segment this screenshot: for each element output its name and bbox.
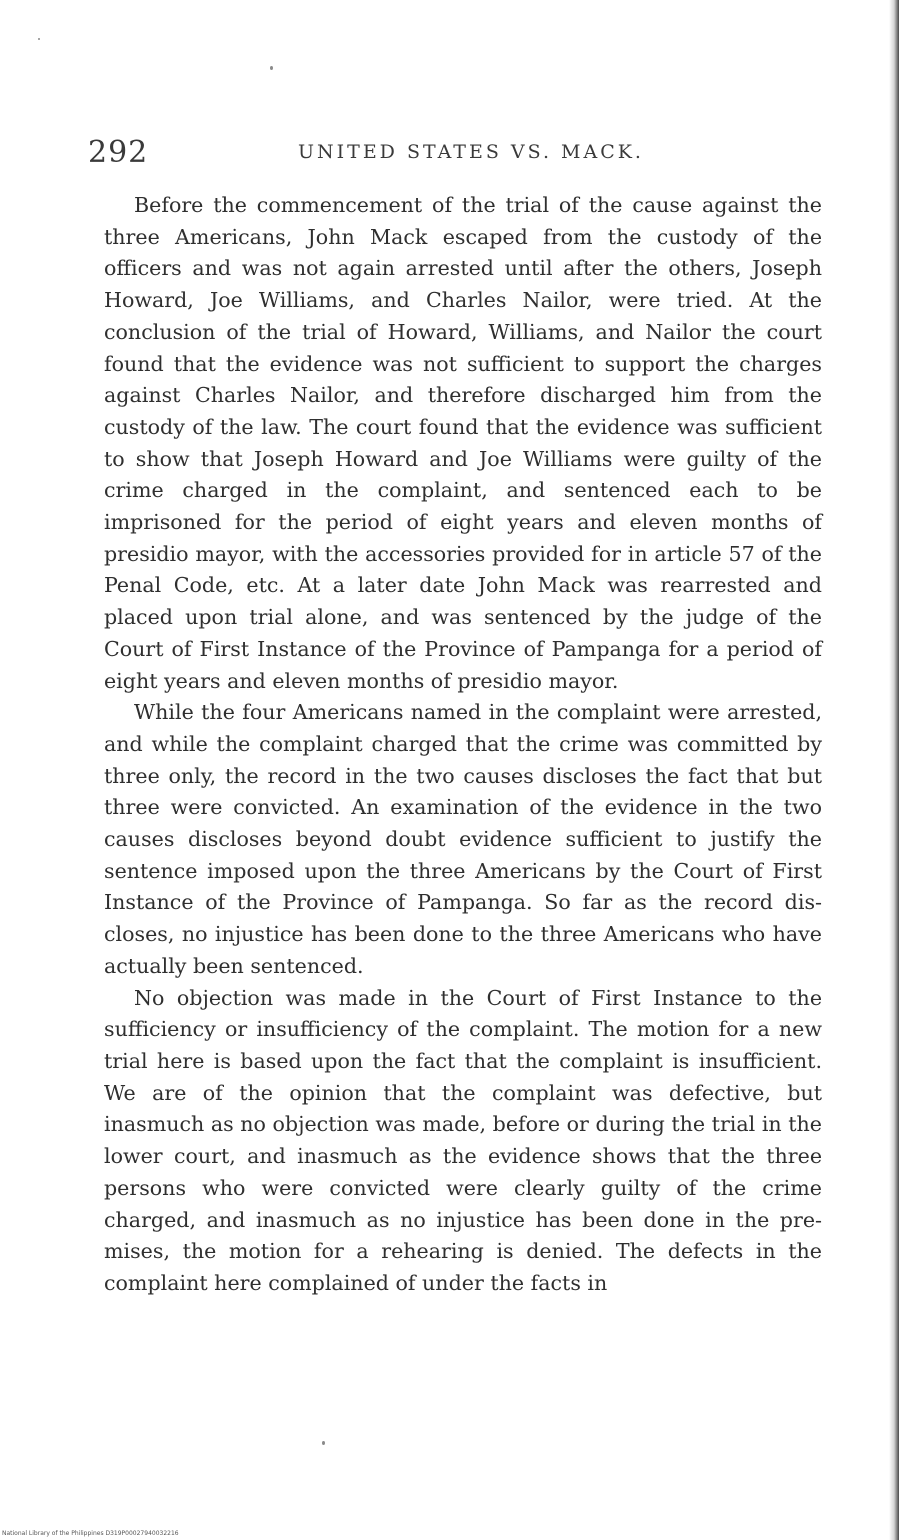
body-text	[104, 190, 822, 1300]
dust-speck	[322, 1441, 325, 1445]
paragraph-3: No objection was made in the Court of First Instance to the sufficiency or insufficiency of the complaint. The motion for a new trial here is based upon the fact that the complaint is insufficient. We are of the opinion that the complaint was defective, but inasmuch as no objection was made, before or during the trial in the lower court, and inasmuch as the evidence shows that the three persons who were convicted were clearly guilty of the crime charged, and inasmuch as no injustice has been done in the premises, the motion for a rehearing is denied. The defects in the complaint here complained of under the facts in	[104, 985, 822, 1295]
library-watermark: National Library of the Philippines D319P00027940032216	[2, 1530, 179, 1537]
page-header	[88, 135, 818, 175]
paragraph-1: Before the commencement of the trial of the cause against the three Americans, John Mack escaped from the custody of the officers and was not again arrested until after the others, Joseph Howard, Joe Williams, and Charles Nailor, were tried. At the conclusion of the trial of Howard, Williams, and Nailor the court found that the evidence was not sufficient to support the charges against Charles Nailor, and therefore discharged him from the custody of the law. The court found that the evidence was sufficient to show that Joseph Howard and Joe Williams were guilty of the crime charged in the complaint, and sentenced each to be imprisoned for the period of eight years and eleven months of presidio mayor, with the accessories provided for in article 57 of the Penal Code, etc. At a later date John Mack was rearrested and placed upon trial alone, and was sentenced by the judge of the Court of First Instance of the Province of Pampanga for a period of eight years and eleven months of presidio mayor.	[104, 193, 822, 693]
page-edge-shadow	[889, 0, 899, 1540]
page-number: 292	[88, 135, 149, 170]
paragraph-2: While the four Americans named in the complaint were arrested, and while the complaint charged that the crime was committed by three only, the record in the two causes discloses the fact that but three were convicted. An examination of the evidence in the two causes discloses beyond doubt evidence sufficient to justify the sentence imposed upon the three Americans by the Court of First Instance of the Province of Pampanga. So far as the record discloses, no injustice has been done to the three Americans who have actually been sentenced.	[104, 700, 822, 978]
dust-speck	[38, 38, 40, 40]
running-head: UNITED STATES VS. MACK.	[298, 141, 644, 163]
dust-speck	[270, 66, 273, 70]
